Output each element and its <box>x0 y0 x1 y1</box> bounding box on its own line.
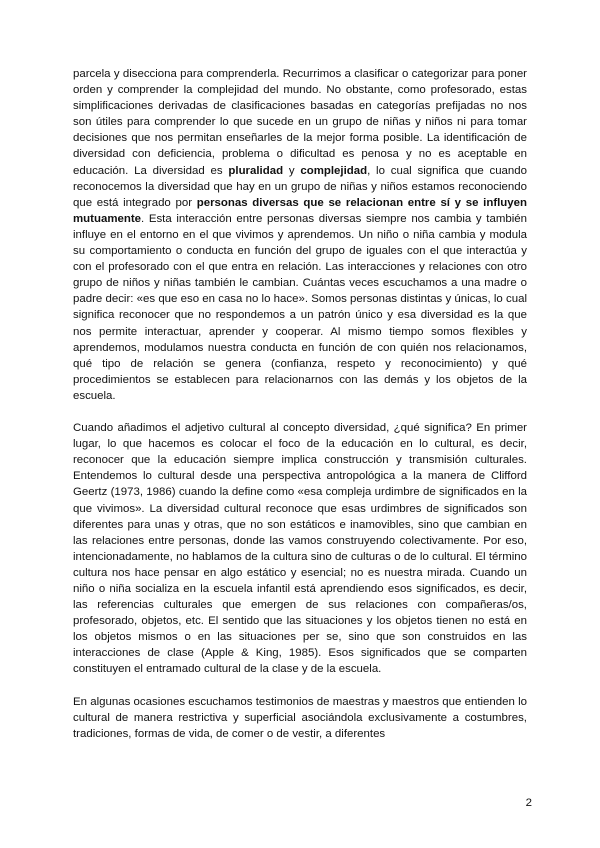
paragraph-1-text-2: y <box>283 164 301 177</box>
paragraph-3: En algunas ocasiones escuchamos testimonios de maestras y maestros que entienden lo cultural de manera restrictiva y superficial asociándola exclusivamente a costumbres, tradiciones, formas de vida, de comer o de vestir, a diferentes <box>73 695 527 740</box>
paragraph-1-text-1: parcela y disecciona para comprenderla. Recurrimos a clasificar o categorizar para poner orden y comprender la complejidad del mundo. No obstante, como profesorado, estas simplificaciones derivadas de clasificaciones basadas en categorías prefijadas no nos son útiles para comprender lo que sucede en un grupo de niñas y niños ni para tomar decisiones que nos permitan enseñarles de la mejor forma posible. La identificación de diversidad con deficiencia, problema o dificultad es penosa y no es aceptable en educación. La diversidad es <box>73 68 527 177</box>
paragraph-2: Cuando añadimos el adjetivo cultural al concepto diversidad, ¿qué significa? En primer lugar, lo que hacemos es colocar el foco de la educación en lo cultural, es decir, reconocer que la educación siempre implica construcción y transmisión culturales. Entendemos lo cultural desde una perspectiva antropológica a la manera de Clifford Geertz (1973, 1986) cuando la define como «esa compleja urdimbre de significados en la que vivimos». La diversidad cultural reconoce que esas urdimbres de significados son diferentes para unas y otras, que no son estáticos e inamovibles, sino que cambian en las relaciones entre personas, donde las vamos construyendo colectivamente. Por eso, intencionadamente, no hablamos de la cultura sino de culturas o de lo cultural. El término cultura nos hace pensar en algo estático y esencial; no es nuestra mirada. Cuando un niño o niña socializa en la escuela infantil está aprendiendo esos significados, es decir, las referencias culturales que emergen de sus relaciones con compañeras/os, profesorado, objetos, etc. El sentido que las situaciones y los objetos tienen no está en los objetos mismos o en las situaciones per se, sino que son construidos en las interacciones de clase (Apple & King, 1985). Esos significados que se comparten constituyen el entramado cultural de la clase y de la escuela. <box>73 422 527 676</box>
body-text <box>73 66 527 742</box>
paragraph-1 <box>73 66 527 404</box>
bold-term-pluralidad: pluralidad <box>228 164 284 177</box>
paragraph-1-text-3: , lo cual significa que cuando reconocemos la diversidad que hay en un grupo de niñas y niños estamos reconociendo que está integrado por <box>73 164 528 209</box>
paragraph-1-text-4: . Esta interacción entre personas diversas siempre nos cambia y también influye en el entorno en el que vivimos y aprendemos. Un niño o niña cambia y modula su comportamiento o conducta en función del grupo de iguales con el que interactúa y con el profesorado con el que entra en relación. Las interacciones y relaciones con otro grupo de niños y niñas también le cambian. Cuántas veces escuchamos a una madre o padre decir: «es que eso en casa no lo hace». Somos personas distintas y únicas, lo cual significa reconocer que no respondemos a un patrón único y esa diversidad es la que nos permite interactuar, aprender y cooperar. Al mismo tiempo somos flexibles y aprendemos, modulamos nuestra conducta en función de con quién nos relacionamos, qué tipo de relación se genera (confianza, respeto y reconocimiento) y qué procedimientos se establecen para relacionarnos con las demás y los objetos de la escuela. <box>73 212 527 402</box>
bold-term-complejidad: complejidad <box>300 164 368 177</box>
bold-phrase-personas-diversas: personas diversas que se relacionan entre sí y se influyen mutuamente <box>73 196 528 225</box>
page-number: 2 <box>525 797 532 809</box>
